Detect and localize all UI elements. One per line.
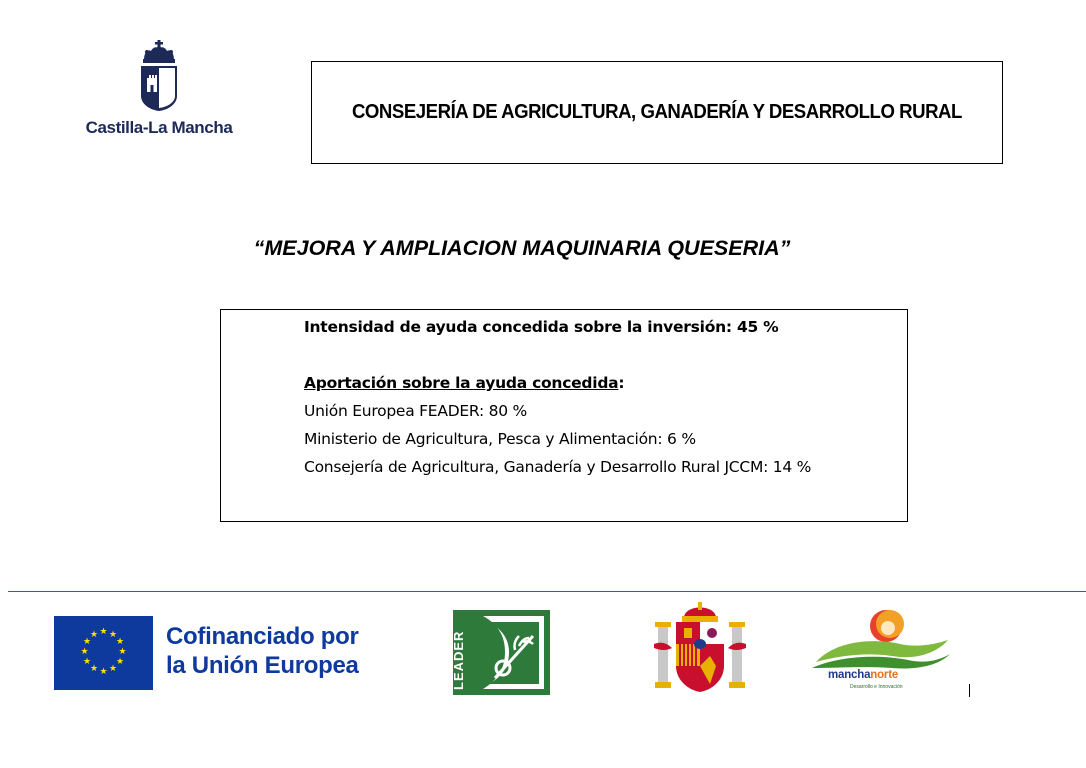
svg-text:★: ★ <box>118 647 127 657</box>
contribution-line-jccm: Consejería de Agricultura, Ganadería y Desarrollo Rural JCCM: 14 % <box>304 458 812 476</box>
logo-name: Castilla-La Mancha <box>85 118 233 137</box>
contribution-heading-label: Aportación sobre la ayuda concedida <box>304 374 619 392</box>
leader-logo-icon <box>453 610 550 695</box>
svg-text:★: ★ <box>99 627 108 637</box>
project-title: “MEJORA Y AMPLIACION MAQUINARIA QUESERIA” <box>253 236 791 260</box>
castle-crest-icon <box>138 40 180 112</box>
mancha-norte-wordmark <box>828 669 898 681</box>
footer-divider <box>8 591 1086 592</box>
department-title: CONSEJERÍA DE AGRICULTURA, GANADERÍA Y DESARROLLO RURAL <box>352 101 962 123</box>
svg-text:★: ★ <box>108 630 118 640</box>
leader-text: LEADER <box>451 630 466 690</box>
svg-text:★: ★ <box>82 657 92 667</box>
eu-text-line-1: Cofinanciado por <box>166 623 359 650</box>
contribution-line-eu: Unión Europea FEADER: 80 % <box>304 402 528 420</box>
svg-text:★: ★ <box>82 637 92 647</box>
mancha-norte-logo-icon <box>808 604 956 696</box>
contribution-line-ministry: Ministerio de Agricultura, Pesca y Alimentación: 6 % <box>304 430 696 448</box>
mancha-norte-subtitle: Desarrollo e Innovación <box>850 684 903 690</box>
svg-text:★: ★ <box>80 647 89 657</box>
norte-word: norte <box>870 669 899 681</box>
svg-text:★: ★ <box>108 664 118 674</box>
eu-flag-icon <box>54 616 153 690</box>
eu-cofinancing-text <box>166 622 359 680</box>
eu-text-line-2: la Unión Europea <box>166 652 359 679</box>
svg-text:★: ★ <box>99 667 108 677</box>
svg-text:★: ★ <box>115 637 125 647</box>
contribution-heading <box>304 374 624 392</box>
svg-text:★: ★ <box>89 630 99 640</box>
contribution-heading-colon: : <box>618 374 625 392</box>
aid-intensity-text: Intensidad de ayuda concedida sobre la inversión: 45 % <box>304 318 779 336</box>
svg-text:★: ★ <box>89 664 99 674</box>
funding-info-box <box>220 309 908 522</box>
text-cursor <box>969 684 970 697</box>
mancha-word: mancha <box>828 669 871 681</box>
svg-text:★: ★ <box>115 657 125 667</box>
spain-coat-of-arms-icon <box>654 600 746 695</box>
department-header <box>311 61 1003 164</box>
castilla-la-mancha-logo <box>84 40 234 140</box>
